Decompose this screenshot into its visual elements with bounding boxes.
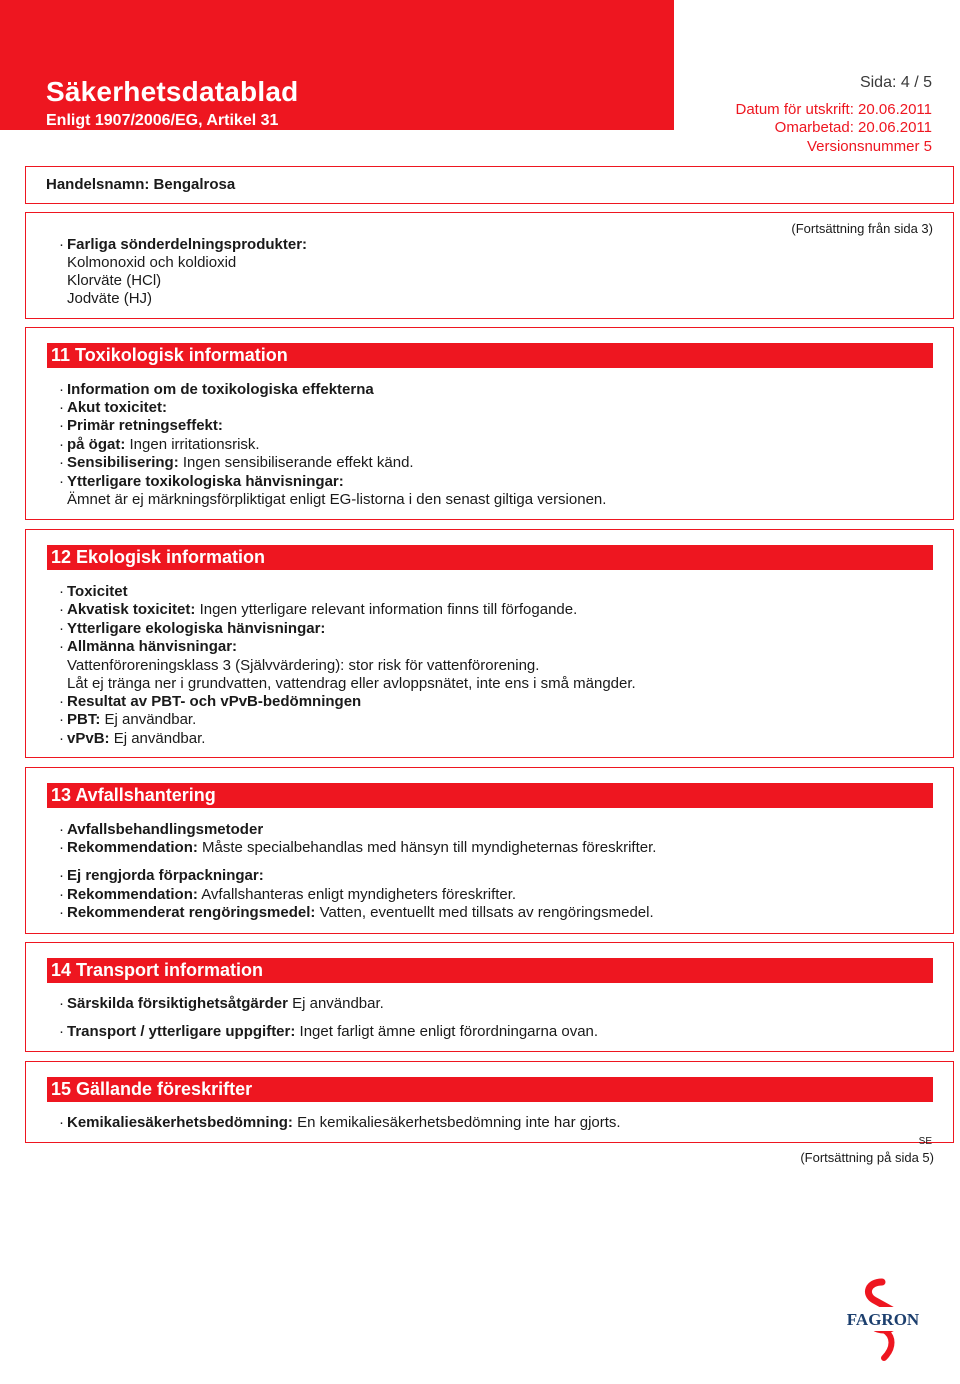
- print-date: Datum för utskrift: 20.06.2011: [735, 101, 932, 118]
- continued-on: (Fortsättning på sida 5): [800, 1150, 934, 1165]
- list-item: · Toxicitet: [59, 583, 128, 600]
- section-13: [25, 767, 954, 934]
- document-title: Säkerhetsdatablad: [46, 76, 299, 107]
- list-item: · Avfallsbehandlingsmetoder: [59, 821, 264, 838]
- list-item: · Information om de toxikologiska effekterna: [59, 381, 374, 398]
- section-heading: 15 Gällande föreskrifter: [47, 1077, 933, 1102]
- list-item: · Kemikaliesäkerhetsbedömning: En kemikaliesäkerhetsbedömning inte har gjorts.: [59, 1114, 621, 1131]
- list-item: · Akut toxicitet:: [59, 399, 168, 416]
- list-item: · Rekommenderat rengöringsmedel: Vatten, eventuellt med tillsats av rengöringsmedel.: [59, 904, 654, 921]
- hazardous-decomposition-label: · Farliga sönderdelningsprodukter:: [59, 236, 308, 253]
- list-item: · Akvatisk toxicitet: Ingen ytterligare relevant information finns till förfogande.: [59, 601, 578, 618]
- section-heading: 14 Transport information: [47, 958, 933, 983]
- section-11: [25, 327, 954, 520]
- list-item: · Transport / ytterligare uppgifter: Inget farligt ämne enligt förordningarna ovan.: [59, 1023, 599, 1040]
- section-heading: 12 Ekologisk information: [47, 545, 933, 570]
- list-item: · Ytterligare ekologiska hänvisningar:: [59, 620, 326, 637]
- section-12: [25, 529, 954, 758]
- list-item: · Rekommendation: Måste specialbehandlas med hänsyn till myndigheternas föreskrifter.: [59, 839, 657, 856]
- tradename: Handelsnamn: Bengalrosa: [46, 176, 236, 193]
- list-item: · Primär retningseffekt:: [59, 417, 223, 434]
- decomposition-item: Kolmonoxid och koldioxid: [67, 254, 237, 271]
- section-heading: 11 Toxikologisk information: [47, 343, 933, 368]
- fagron-logo: [838, 1278, 928, 1364]
- section-10-continuation: [25, 212, 954, 319]
- list-item: · Resultat av PBT- och vPvB-bedömningen: [59, 693, 362, 710]
- fagron-logo-icon: [838, 1278, 928, 1364]
- list-item: · Ytterligare toxikologiska hänvisningar:: [59, 473, 344, 490]
- page-number: Sida: 4 / 5: [859, 74, 932, 91]
- list-item: · Allmänna hänvisningar:: [59, 638, 238, 655]
- country-code: SE: [918, 1136, 932, 1147]
- continued-from: (Fortsättning från sida 3): [791, 221, 933, 236]
- version-number: Versionsnummer 5: [806, 138, 932, 155]
- list-item: · Rekommendation: Avfallshanteras enligt myndigheters föreskrifter.: [59, 886, 517, 903]
- tradename-box: [25, 166, 954, 204]
- list-item: · på ögat: Ingen irritationsrisk.: [59, 436, 260, 453]
- list-item-text: Vattenföroreningsklass 3 (Självvärdering): stor risk för vattenförorening.: [67, 657, 540, 674]
- section-14: [25, 942, 954, 1052]
- document-subtitle: Enligt 1907/2006/EG, Artikel 31: [46, 112, 279, 129]
- list-item-text: Ämnet är ej märkningsförpliktigat enligt EG-listorna i den senast giltiga versionen.: [67, 491, 607, 508]
- logo-text: FAGRON: [846, 1310, 920, 1329]
- section-heading: 13 Avfallshantering: [47, 783, 933, 808]
- list-item: · vPvB: Ej användbar.: [59, 730, 206, 747]
- list-item-text: Låt ej tränga ner i grundvatten, vattendrag eller avloppsnätet, inte ens i små mängder.: [67, 675, 636, 692]
- revision-date: Omarbetad: 20.06.2011: [774, 119, 932, 136]
- list-item: · PBT: Ej användbar.: [59, 711, 197, 728]
- decomposition-item: Jodväte (HJ): [67, 290, 153, 307]
- header-banner: [0, 0, 674, 130]
- list-item: · Särskilda försiktighetsåtgärder Ej användbar.: [59, 995, 384, 1012]
- list-item: · Ej rengjorda förpackningar:: [59, 867, 264, 884]
- list-item: · Sensibilisering: Ingen sensibiliserande effekt känd.: [59, 454, 414, 471]
- section-15: [25, 1061, 954, 1143]
- decomposition-item: Klorväte (HCl): [67, 272, 162, 289]
